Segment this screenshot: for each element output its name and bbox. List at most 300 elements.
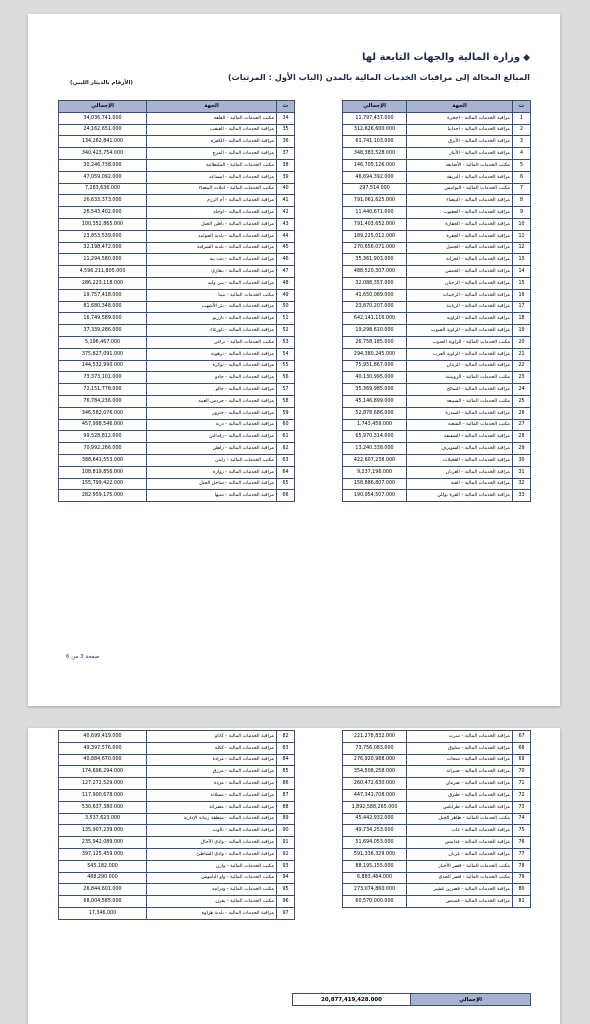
table-row: [343, 242, 531, 254]
table-row: [343, 766, 531, 778]
entity-name: مراقبة الخدمات المالية - الأبرق: [407, 136, 513, 148]
row-number: 39: [277, 171, 295, 183]
table-row: [343, 336, 531, 348]
total-amount: 354,508,258.000: [343, 766, 407, 778]
row-number: 54: [277, 348, 295, 360]
entity-name: مراقبة الخدمات المالية - جالو: [147, 384, 277, 396]
total-amount: 11,797,437.000: [343, 112, 407, 124]
table-page2-right: [342, 730, 531, 908]
total-amount: 32,198,472.000: [59, 242, 147, 254]
column-header-total: الإجمالي: [59, 101, 147, 113]
table-row: [59, 124, 295, 136]
row-number: 74: [513, 813, 531, 825]
table-row: [59, 419, 295, 431]
total-amount: 190,954,507.000: [343, 490, 407, 502]
table-row: [343, 112, 531, 124]
row-number: 86: [277, 778, 295, 790]
row-number: 31: [513, 466, 531, 478]
entity-name: مكتب الخدمات المالية - المليطانية: [147, 159, 277, 171]
table-row: [343, 266, 531, 278]
entity-name: مكتب الخدمات المالية - بنينا: [147, 289, 277, 301]
row-number: 41: [277, 195, 295, 207]
row-number: 66: [277, 490, 295, 502]
table-row: [59, 884, 295, 896]
table-row: [59, 742, 295, 754]
entity-name: مراقبة الخدمات المالية - نالوت: [147, 825, 277, 837]
total-amount: 19,298,610.000: [343, 325, 407, 337]
entity-name: مراقبة الخدمات المالية - مصراتة: [147, 801, 277, 813]
table-page1-left: [58, 100, 295, 502]
entity-name: مكتب الخدمات المالية - ودرامة: [147, 884, 277, 896]
entity-name: مكتب الخدمات المالية - واو الناموس: [147, 872, 277, 884]
table-row: [343, 289, 531, 301]
row-number: 97: [277, 907, 295, 919]
entity-name: مراقبة الخدمات المالية - طبرق: [407, 789, 513, 801]
total-amount: 51,694,053.000: [343, 837, 407, 849]
table-row: [59, 277, 295, 289]
entity-name: مراقبة الخدمات المالية - ترهونة: [147, 348, 277, 360]
row-number: 96: [277, 896, 295, 908]
column-header-no: ت: [277, 101, 295, 113]
table-row: [59, 230, 295, 242]
row-number: 30: [513, 454, 531, 466]
table-row: [343, 837, 531, 849]
total-amount: 297,514.000: [343, 183, 407, 195]
entity-name: مراقبة الخدمات المالية - الشويرف: [407, 443, 513, 455]
total-amount: 155,799,422.000: [59, 478, 147, 490]
total-amount: 117,900,678.000: [59, 789, 147, 801]
entity-name: مراقبة الخدمات المالية - السائح: [407, 384, 513, 396]
table-row: [59, 254, 295, 266]
row-number: 58: [277, 395, 295, 407]
total-amount: 1,743,459.000: [343, 419, 407, 431]
entity-name: مراقبة الخدمات المالية - الزاوية الجنوب: [407, 325, 513, 337]
total-amount: 286,223,118.000: [59, 277, 147, 289]
table-row: [59, 395, 295, 407]
table-row: [59, 837, 295, 849]
table-row: [59, 195, 295, 207]
entity-name: مراقبة الخدمات المالية - وادي الشاطئ: [147, 848, 277, 860]
total-amount: 19,757,418.000: [59, 289, 147, 301]
total-amount: 26,633,373.000: [59, 195, 147, 207]
total-amount: 11,294,580.000: [59, 254, 147, 266]
total-amount: 530,637,380.000: [59, 801, 147, 813]
entity-name: مراقبة الخدمات المالية - قصرين غشير: [407, 884, 513, 896]
row-number: 92: [277, 848, 295, 860]
row-number: 37: [277, 148, 295, 160]
entity-name: مراقبة الخدمات المالية - باطن الجبل: [147, 218, 277, 230]
table-row: [343, 731, 531, 743]
entity-name: مراقبة الخدمات المالية - توكرة: [147, 360, 277, 372]
total-amount: 47,059,092.000: [59, 171, 147, 183]
row-number: 8: [513, 195, 531, 207]
entity-name: مراقبة الخدمات المالية - مزدة: [147, 778, 277, 790]
table-row: [343, 348, 531, 360]
total-amount: 312,626,600.000: [343, 124, 407, 136]
row-number: 33: [513, 490, 531, 502]
row-number: 46: [277, 254, 295, 266]
total-amount: 134,262,841.000: [59, 136, 147, 148]
total-amount: 158,886,807.000: [343, 478, 407, 490]
entity-name: مراقبة الخدمات المالية - قمينس: [407, 896, 513, 908]
row-number: 45: [277, 242, 295, 254]
table-row: [343, 136, 531, 148]
row-number: 60: [277, 419, 295, 431]
row-number: 2: [513, 124, 531, 136]
total-amount: 447,341,708.000: [343, 789, 407, 801]
total-amount: 1,892,588,265.000: [343, 801, 407, 813]
table-row: [59, 148, 295, 160]
entity-name: مراقبة الخدمات المالية - زوارة: [147, 466, 277, 478]
row-number: 7: [513, 183, 531, 195]
grand-total-row: [292, 993, 531, 1006]
entity-name: مراقبة الخدمات المالية - البريقة: [407, 171, 513, 183]
total-amount: 41,650,089.000: [343, 289, 407, 301]
table-row: [59, 896, 295, 908]
entity-name: مراقبة الخدمات المالية - جردس العبيد: [147, 395, 277, 407]
table-row: [59, 766, 295, 778]
entity-name: مراقبة الخدمات المالية - الرحيبات: [407, 289, 513, 301]
row-number: 81: [513, 896, 531, 908]
row-number: 51: [277, 313, 295, 325]
total-amount: 49,397,576.000: [59, 742, 147, 754]
total-amount: 791,061,625.000: [343, 195, 407, 207]
row-number: 91: [277, 837, 295, 849]
total-amount: 5,196,467.000: [59, 336, 147, 348]
entity-name: مراقبة الخدمات المالية - اجدابيا: [407, 124, 513, 136]
entity-name: مراقبة الخدمات المالية - الحرابة: [407, 254, 513, 266]
row-number: 93: [277, 860, 295, 872]
entity-name: مراقبة الخدمات المالية - سبها: [147, 490, 277, 502]
row-number: 56: [277, 372, 295, 384]
total-amount: 60,570,000.000: [343, 896, 407, 908]
table-row: [343, 443, 531, 455]
row-number: 24: [513, 384, 531, 396]
total-amount: 260,472,630.000: [343, 778, 407, 790]
table-row: [59, 218, 295, 230]
row-number: 26: [513, 407, 531, 419]
table-row: [343, 207, 531, 219]
entity-name: مكتب الخدمات المالية - زليتن: [147, 454, 277, 466]
table-row: [59, 207, 295, 219]
table-row: [59, 848, 295, 860]
total-amount: 9,237,196.000: [343, 466, 407, 478]
total-amount: 45,146,899.000: [343, 395, 407, 407]
total-amount: 30,246,738.000: [59, 159, 147, 171]
row-number: 94: [277, 872, 295, 884]
document-title: [362, 52, 530, 63]
table-row: [343, 384, 531, 396]
row-number: 20: [513, 336, 531, 348]
total-amount: 73,373,101.000: [59, 372, 147, 384]
entity-name: مراقبة الخدمات المالية - صرمان: [407, 778, 513, 790]
entity-name: مراقبة الخدمات المالية - طرابلس: [407, 801, 513, 813]
table-row: [59, 336, 295, 348]
total-amount: 35,369,985.000: [343, 384, 407, 396]
entity-name: مكتب الخدمات المالية - البوانيس: [407, 183, 513, 195]
table-page1-right: [342, 100, 531, 502]
entity-name: مراقبة الخدمات المالية - غدامس: [407, 837, 513, 849]
row-number: 64: [277, 466, 295, 478]
total-amount: 388,641,553.000: [59, 454, 147, 466]
row-number: 70: [513, 766, 531, 778]
table-row: [343, 466, 531, 478]
entity-name: مراقبة الخدمات المالية - اوجلة: [147, 207, 277, 219]
total-amount: 26,844,601.000: [59, 884, 147, 896]
table-row: [59, 478, 295, 490]
row-number: 15: [513, 277, 531, 289]
row-number: 82: [277, 731, 295, 743]
total-amount: 61,741,103.000: [343, 136, 407, 148]
total-amount: 3,537,623.000: [59, 813, 147, 825]
table-row: [59, 860, 295, 872]
row-number: 85: [277, 766, 295, 778]
table-row: [59, 159, 295, 171]
table-row: [59, 825, 295, 837]
row-number: 87: [277, 789, 295, 801]
row-number: 6: [513, 171, 531, 183]
column-header-total: الإجمالي: [343, 101, 407, 113]
total-amount: 282,959,175.000: [59, 490, 147, 502]
row-number: 36: [277, 136, 295, 148]
total-amount: 488,290.000: [59, 872, 147, 884]
entity-name: مراقبة الخدمات المالية - الزاوية الغرب: [407, 348, 513, 360]
total-amount: 457,998,546.000: [59, 419, 147, 431]
table-row: [343, 195, 531, 207]
row-number: 40: [277, 183, 295, 195]
table-row: [343, 454, 531, 466]
table-row: [59, 266, 295, 278]
entity-name: مراقبة الخدمات المالية - كاباو: [147, 731, 277, 743]
entity-name: مراقبة الخدمات المالية - تاورغاء: [147, 325, 277, 337]
row-number: 88: [277, 801, 295, 813]
row-number: 55: [277, 360, 295, 372]
row-number: 69: [513, 754, 531, 766]
total-amount: 26,758,185.000: [343, 336, 407, 348]
table-row: [59, 372, 295, 384]
total-amount: 26,543,402.000: [59, 207, 147, 219]
total-amount: 35,361,903.000: [343, 254, 407, 266]
total-amount: 545,182.000: [59, 860, 147, 872]
total-amount: 32,088,357.000: [343, 277, 407, 289]
row-number: 32: [513, 478, 531, 490]
table-row: [343, 254, 531, 266]
table-row: [59, 183, 295, 195]
total-amount: 17,346.000: [59, 907, 147, 919]
table-row: [343, 860, 531, 872]
entity-name: مراقبة الخدمات المالية - الأبيار: [407, 148, 513, 160]
entity-name: مكتب الخدمات المالية - وازن: [147, 860, 277, 872]
grand-total-value: 20,877,419,428.000: [293, 994, 411, 1006]
row-number: 52: [277, 325, 295, 337]
document-subtitle: المبالغ المحالة إلى مراقبات الخدمات المالية بالمدن (الباب الأول : المرتبات): [227, 72, 530, 82]
entity-name: مراقبة الخدمات المالية - الرياينة: [407, 301, 513, 313]
entity-name: مراقبة الخدمات المالية - القرة بوللي: [407, 490, 513, 502]
entity-name: مراقبة الخدمات المالية - بنغازي: [147, 266, 277, 278]
entity-name: مراقبة الخدمات المالية - الزاوية: [407, 313, 513, 325]
row-number: 48: [277, 277, 295, 289]
table-row: [343, 313, 531, 325]
table-row: [59, 789, 295, 801]
entity-name: مراقبة الخدمات المالية - الخمس: [407, 266, 513, 278]
entity-name: مكتب الخدمات المالية - القلعة: [147, 112, 277, 124]
row-number: 5: [513, 159, 531, 171]
table-row: [59, 313, 295, 325]
table-row: [343, 183, 531, 195]
row-number: 25: [513, 395, 531, 407]
table-row: [343, 896, 531, 908]
entity-name: مراقبة الخدمات المالية - سرت: [407, 731, 513, 743]
total-amount: 99,528,812.000: [59, 431, 147, 443]
table-row: [59, 407, 295, 419]
total-amount: 6,883,464.000: [343, 872, 407, 884]
row-number: 16: [513, 289, 531, 301]
row-number: 10: [513, 218, 531, 230]
row-number: 21: [513, 348, 531, 360]
table-row: [59, 466, 295, 478]
entity-name: مراقبة الخدمات المالية - غات: [407, 825, 513, 837]
entity-name: مكتب الخدمات المالية - السبيعة: [407, 395, 513, 407]
total-amount: 81,680,348.000: [59, 301, 147, 313]
total-amount: 34,036,741.000: [59, 112, 147, 124]
total-amount: 4,596,211,805.000: [59, 266, 147, 278]
total-amount: 40,699,419.000: [59, 731, 147, 743]
table-row: [343, 171, 531, 183]
entity-name: مراقبة الخدمات المالية - البيضاء: [407, 195, 513, 207]
entity-name: مكتب الخدمات المالية - انتلات البيضاء: [147, 183, 277, 195]
table-row: [59, 348, 295, 360]
row-number: 22: [513, 360, 531, 372]
entity-name: مراقبة الخدمات المالية - مرادة: [147, 754, 277, 766]
entity-name: مكتب الخدمات المالية - يفرن: [147, 896, 277, 908]
table-row: [343, 490, 531, 502]
total-amount: 174,696,294.000: [59, 766, 147, 778]
table-row: [59, 171, 295, 183]
row-number: 78: [513, 860, 531, 872]
total-amount: 346,582,076.000: [59, 407, 147, 419]
title-text: وزارة المالية والجهات التابعة لها: [361, 52, 521, 63]
table-row: [343, 754, 531, 766]
column-header-entity: الجهة: [407, 101, 513, 113]
total-amount: 45,442,932.000: [343, 813, 407, 825]
row-number: 62: [277, 443, 295, 455]
table-row: [343, 848, 531, 860]
entity-name: مراقبة الخدمات المالية - العجيلات: [407, 454, 513, 466]
row-number: 35: [277, 124, 295, 136]
table-row: [343, 478, 531, 490]
entity-name: مراقبة الخدمات المالية - بني وليد: [147, 277, 277, 289]
table-row: [343, 884, 531, 896]
entity-name: مراقبة الخدمات المالية - وادي الآجال: [147, 837, 277, 849]
total-amount: 488,520,307.000: [343, 266, 407, 278]
total-amount: 52,878,686.000: [343, 407, 407, 419]
entity-name: مكتب الخدمات المالية - تراغن: [147, 336, 277, 348]
total-amount: 100,352,865.000: [59, 218, 147, 230]
row-number: 59: [277, 407, 295, 419]
entity-name: مكتب الخدمات المالية - الأصابعة: [407, 159, 513, 171]
row-number: 17: [513, 301, 531, 313]
row-number: 29: [513, 443, 531, 455]
table-row: [343, 301, 531, 313]
total-amount: 273,074,860.000: [343, 884, 407, 896]
table-row: [343, 419, 531, 431]
entity-name: مكتب الخدمات المالية - الشعبة: [407, 419, 513, 431]
row-number: 80: [513, 884, 531, 896]
total-amount: 135,907,239.000: [59, 825, 147, 837]
table-row: [59, 454, 295, 466]
row-number: 95: [277, 884, 295, 896]
total-amount: 422,607,238.000: [343, 454, 407, 466]
total-amount: 13,240,338.000: [343, 443, 407, 455]
row-number: 18: [513, 313, 531, 325]
row-number: 61: [277, 431, 295, 443]
table-row: [59, 754, 295, 766]
total-amount: 144,532,990.000: [59, 360, 147, 372]
table-row: [59, 289, 295, 301]
total-amount: 108,819,856.000: [59, 466, 147, 478]
currency-note: (الأرقام بالدينار الليبي): [70, 80, 133, 86]
row-number: 77: [513, 848, 531, 860]
total-amount: 40,884,670.000: [59, 754, 147, 766]
table-row: [343, 325, 531, 337]
row-number: 63: [277, 454, 295, 466]
table-row: [343, 872, 531, 884]
entity-name: مكتب الخدمات المالية - ظاهر الجبل: [407, 813, 513, 825]
entity-name: مراقبة الخدمات المالية - صبراتة: [407, 766, 513, 778]
total-amount: 127,272,529.000: [59, 778, 147, 790]
row-number: 53: [277, 336, 295, 348]
row-number: 83: [277, 742, 295, 754]
row-number: 68: [513, 742, 531, 754]
total-amount: 397,125,459.000: [59, 848, 147, 860]
table-row: [59, 443, 295, 455]
column-header-no: ت: [513, 101, 531, 113]
entity-name: مكتب الخدمات المالية - قصر الأخيار: [407, 860, 513, 872]
entity-name: مراقبة الخدمات المالية - مرزق: [147, 766, 277, 778]
entity-name: مراقبة الخدمات المالية - مسلاتة: [147, 789, 277, 801]
entity-name: مراقبة الخدمات المالية - الجميل: [407, 242, 513, 254]
table-page2-left: [58, 730, 295, 920]
page-number: صفحة 3 من 6: [66, 654, 100, 660]
total-amount: 24,162,651.000: [59, 124, 147, 136]
table-row: [59, 325, 295, 337]
total-amount: 340,423,754.000: [59, 148, 147, 160]
table-row: [343, 801, 531, 813]
table-row: [59, 384, 295, 396]
row-number: 79: [513, 872, 531, 884]
entity-name: مراقبة الخدمات المالية - غريان: [407, 848, 513, 860]
total-amount: 70,992,266.000: [59, 443, 147, 455]
total-amount: 221,278,832.000: [343, 731, 407, 743]
total-amount: 88,195,155.000: [343, 860, 407, 872]
entity-name: مراقبة الخدمات المالية - جادو: [147, 372, 277, 384]
entity-name: مراقبة الخدمات المالية - منطقة ربيانة الإدارية: [147, 813, 277, 825]
total-amount: 73,756,083.000: [343, 742, 407, 754]
entity-name: مراقبة الخدمات المالية - المرج: [147, 148, 277, 160]
table-row: [59, 731, 295, 743]
entity-name: مكتب الخدمات المالية - الزويتينة: [407, 372, 513, 384]
table-row: [59, 872, 295, 884]
row-number: 44: [277, 230, 295, 242]
total-amount: 68,004,585.000: [59, 896, 147, 908]
entity-name: مراقبة الخدمات المالية - الشقيقة: [407, 431, 513, 443]
entity-name: مراقبة الخدمات المالية - القبة: [407, 478, 513, 490]
entity-name: مراقبة الخدمات المالية - زلطن: [147, 443, 277, 455]
table-row: [59, 360, 295, 372]
total-amount: 49,734,253.000: [343, 825, 407, 837]
table-row: [59, 778, 295, 790]
table-row: [59, 242, 295, 254]
